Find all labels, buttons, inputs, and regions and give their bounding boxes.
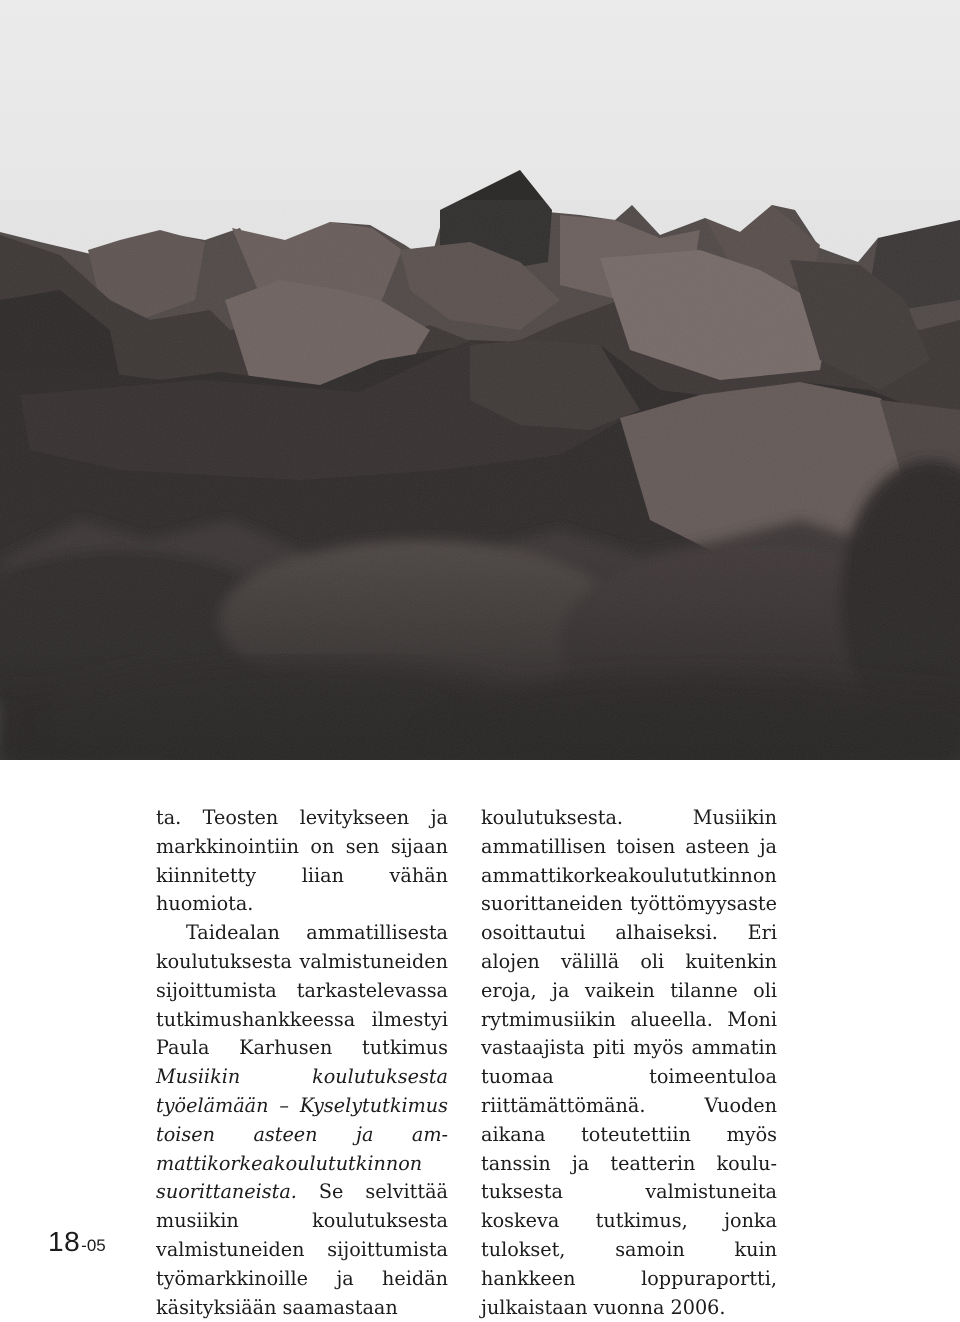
page-number-main: 18: [48, 1226, 81, 1257]
page-number: [48, 1226, 106, 1258]
paragraph-text-end: Se selvittää musiikin koulutuksesta valmistuneiden sijoittumista työmarkkinoille ja heidän käsityksiään saamastaan: [156, 1180, 448, 1319]
paragraph-continued: ta. Teosten levitykseen ja markkinointiin on sen sijaan kiinnitetty liian vähän huomiota.: [156, 806, 448, 916]
paragraph-findings: koulutuksesta. Musiikin ammatillisen toisen asteen ja ammattikorkeakoulututkinnon suorittaneiden työttömyysaste osoittautui alhaiseksi. Eri alojen välillä oli kuitenkin eroja, ja vaikein tilanne oli rytmimusiikin alueella. Moni vastaajista piti myös ammatin tuomaa toimeentuloa riittämättömänä. Vuoden aikana toteutettiin myös tanssin ja teatterin koulutuksesta valmistuneita koskeva tutkimus, jonka tulokset, samoin kuin hankkeen loppuraportti, julkaistaan vuonna 2006.: [481, 806, 777, 1319]
paragraph-research-intro: [156, 919, 448, 1322]
article-column-left: [156, 804, 448, 1322]
paragraph-text-start: Taidealan ammatillisesta koulutuksesta valmistuneiden sijoittumista tarkastelevassa tutkimushankkeessa ilmestyi Paula Karhusen tutkimus: [156, 921, 448, 1060]
study-title: Musiikin koulutuksesta työelämään – Kyselytutkimus toisen asteen ja ammattikorkeakoulututkinnon suorittaneista.: [156, 1065, 448, 1204]
article-column-right: [481, 804, 777, 1322]
page-number-issue: -05: [81, 1236, 106, 1255]
